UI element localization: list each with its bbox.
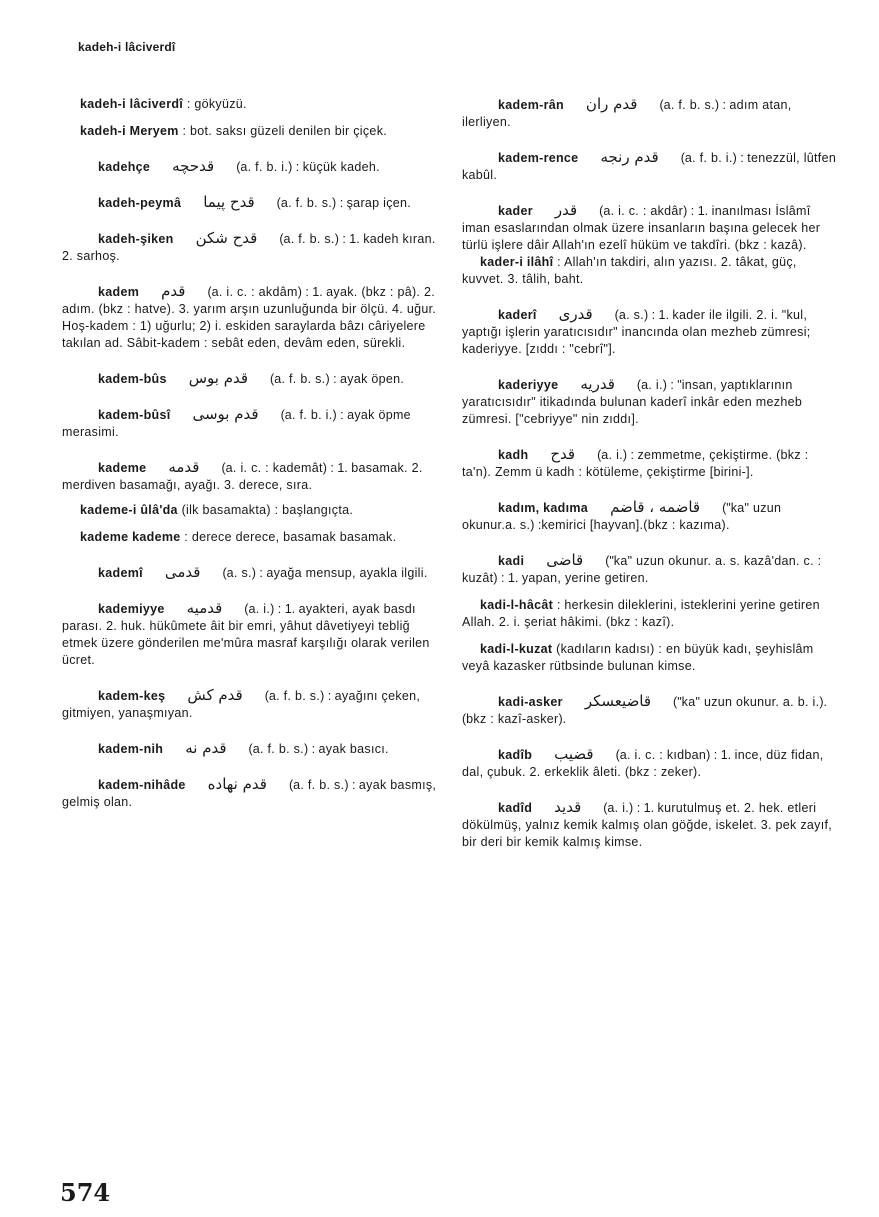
- entry-definition: (a. f. b. i.) : küçük kadeh.: [236, 160, 380, 174]
- entry-arabic-script: قدمى: [164, 563, 201, 581]
- entry-arabic-script: قدم بوس: [188, 369, 249, 387]
- entry-arabic-script: قدم نه: [185, 739, 227, 757]
- entry-headword: kadım, kadıma: [498, 501, 589, 515]
- entry-headword: kadi-l-hâcât: [480, 598, 554, 612]
- entry-arabic-script: قدم: [161, 282, 186, 300]
- entry-arabic-script: قدريه: [580, 375, 615, 393]
- dictionary-entry: [62, 406, 438, 441]
- entry-arabic-script: قدر: [554, 201, 578, 219]
- dictionary-entry: [462, 306, 838, 358]
- entry-definition: : gökyüzü.: [183, 97, 247, 111]
- entry-arabic-script: قدح: [550, 445, 576, 463]
- page-number: 574: [60, 1178, 111, 1207]
- entry-headword: kadeh-i lâciverdî: [80, 97, 184, 111]
- entry-definition: (a. f. b. s.) : ayak basıcı.: [248, 742, 389, 756]
- entry-definition: : herkesin dileklerini, isteklerini yerine getiren Allah. 2. i. şeriat hâkimi. (bkz : kazî).: [462, 598, 820, 629]
- entry-headword: kader-i ilâhî: [480, 255, 554, 269]
- dictionary-entry: [62, 370, 438, 388]
- entry-definition: (a. f. b. s.) : ayağını çeken, gitmiyen, yanaşmıyan.: [62, 689, 421, 720]
- entry-arabic-script: قدم رنجه: [600, 148, 659, 166]
- left-column: [62, 96, 438, 811]
- entry-definition: (a. f. b. s.) : adım atan, ilerliyen.: [462, 98, 792, 129]
- entry-arabic-script: قدم ران: [585, 95, 638, 113]
- dictionary-entry: [462, 96, 838, 131]
- right-column: [462, 96, 838, 851]
- entry-headword: kadem-rence: [498, 151, 579, 165]
- entry-arabic-script: قديد: [554, 798, 582, 816]
- entry-definition: (a. i.) : zemmetme, çekiştirme. (bkz : ta'n). Zemm ü kadh : kötüleme, çekiştirme [birini-].: [462, 448, 809, 479]
- entry-headword: kadi: [498, 554, 525, 568]
- entry-arabic-script: قدم كش: [187, 686, 243, 704]
- entry-definition: (kadıların kadısı) : en büyük kadı, şeyhislâm veyâ kazasker rütbsinde bulunan kimse.: [462, 642, 814, 673]
- entry-arabic-script: قدح شكن: [195, 229, 258, 247]
- entry-headword: kademe-i ûlâ'da: [80, 503, 178, 517]
- entry-headword: kadîb: [498, 748, 533, 762]
- dictionary-entry: [62, 529, 438, 546]
- entry-headword: kaderiyye: [498, 378, 559, 392]
- dictionary-entry: [462, 149, 838, 184]
- entry-arabic-script: قدحچه: [172, 157, 215, 175]
- entry-headword: kademî: [98, 566, 143, 580]
- dictionary-entry: [62, 740, 438, 758]
- dictionary-entry: [62, 230, 438, 265]
- dictionary-entry: [62, 194, 438, 212]
- dictionary-entry: [462, 693, 838, 728]
- entry-arabic-script: قدمه: [168, 458, 200, 476]
- entry-arabic-script: قاضمه ، قاضم: [610, 498, 701, 516]
- dictionary-entry: [462, 254, 838, 288]
- entry-arabic-script: قضيب: [554, 745, 594, 763]
- entry-arabic-script: قاضيعسكر: [584, 692, 652, 710]
- entry-definition: ("ka" uzun okunur.a. s.) :kemirici [hayvan].(bkz : kazıma).: [462, 501, 782, 532]
- dictionary-entry: [462, 499, 838, 534]
- entry-headword: kaderî: [498, 308, 537, 322]
- entry-headword: kadem-bûs: [98, 372, 167, 386]
- entry-arabic-script: قدم نهاده: [207, 775, 267, 793]
- dictionary-entry: [62, 687, 438, 722]
- dictionary-entry: [62, 502, 438, 519]
- entry-definition: : Allah'ın takdiri, alın yazısı. 2. tâkat, güç, kuvvet. 3. tâlih, baht.: [462, 255, 797, 286]
- entry-definition: ("ka" uzun okunur. a. b. i.). (bkz : kazî-asker).: [462, 695, 827, 726]
- dictionary-entry: [62, 564, 438, 582]
- entry-definition: (a. i.) : 1. kurutulmuş et. 2. hek. etleri dökülmüş, yalnız kemik kalmış olan göğde, iskelet. 3. pek zayıf, bir deri bir kemik kalmış kimse.: [462, 801, 833, 849]
- entry-definition: (a. i. c. : akdâr) : 1. inanılması İslâmî iman esaslarından olmak üzere insanların başına gelecek her türlü işlere dâir Allah'ın ezelî hüküm ve takdîri. (bkz : kazâ).: [462, 204, 821, 252]
- entry-headword: kadem-nih: [98, 742, 164, 756]
- dictionary-entry: [62, 158, 438, 176]
- entry-headword: kadeh-i Meryem: [80, 124, 179, 138]
- entry-definition: : bot. saksı güzeli denilen bir çiçek.: [178, 124, 388, 138]
- entry-definition: : derece derece, basamak basamak.: [180, 530, 397, 544]
- dictionary-entry: [462, 552, 838, 587]
- entry-arabic-script: قدميه: [186, 599, 223, 617]
- entry-definition: ("ka" uzun okunur. a. s. kazâ'dan. c. : kuzât) : 1. yapan, yerine getiren.: [462, 554, 822, 585]
- entry-arabic-script: قدح پيما: [203, 193, 255, 211]
- dictionary-entry: [462, 446, 838, 481]
- entry-headword: kadem-bûsî: [98, 408, 171, 422]
- entry-definition: (a. f. b. s.) : ayak öpen.: [270, 372, 405, 386]
- dictionary-entry: [462, 597, 838, 631]
- entry-arabic-script: قدم بوسى: [192, 405, 259, 423]
- entry-definition: (ilk basamakta) : başlangıçta.: [177, 503, 354, 517]
- entry-definition: (a. i. c. : kıdban) : 1. ince, düz fidan, dal, çubuk. 2. erkeklik âleti. (bkz : zeker).: [462, 748, 824, 779]
- entry-arabic-script: قدرى: [558, 305, 593, 323]
- dictionary-entry: [62, 459, 438, 494]
- dictionary-entry: [462, 799, 838, 851]
- entry-definition: (a. i.) : "insan, yaptıklarının yaratıcısıdır" itikadında bulunan kaderî inkâr eden mezheb zümresi. ["cebriyye" nin zıddı].: [462, 378, 803, 426]
- entry-definition: (a. f. b. s.) : 1. kadeh kıran. 2. sarhoş.: [62, 232, 436, 263]
- entry-definition: (a. i. c. : akdâm) : 1. ayak. (bkz : pâ). 2. adım. (bkz : hatve). 3. yarım arşın uzunluğunda bir ölçü. 4. uğur. Hoş-kadem : 1) uğurlu; 2) i. eskiden saraylarda bâzı câriyelere takılan ad. Sâbit-kadem : sebât eden, devâm eden, sürekli.: [62, 285, 437, 350]
- dictionary-entry: [462, 202, 838, 254]
- entry-headword: kadem-keş: [98, 689, 166, 703]
- dictionary-entry: [62, 600, 438, 669]
- entry-definition: (a. f. b. i.) : ayak öpme merasimi.: [62, 408, 411, 439]
- entry-definition: (a. f. b. i.) : tenezzül, lûtfen kabûl.: [462, 151, 837, 182]
- entry-headword: kadehçe: [98, 160, 151, 174]
- dictionary-entry: [62, 776, 438, 811]
- entry-headword: kadem-nihâde: [98, 778, 186, 792]
- entry-headword: kademiyye: [98, 602, 165, 616]
- entry-arabic-script: قاضى: [546, 551, 584, 569]
- entry-definition: (a. s.) : 1. kader ile ilgili. 2. i. "kul, yaptığı işlerin yaratıcısıdır" inancında olan mezheb zümresi; kaderiyye. [zıddı : "cebrî"].: [462, 308, 811, 356]
- dictionary-entry: [62, 123, 438, 140]
- dictionary-entry: [462, 746, 838, 781]
- entry-headword: kademe kademe: [80, 530, 181, 544]
- entry-definition: (a. f. b. s.) : şarap içen.: [276, 196, 412, 210]
- dictionary-entry: [62, 283, 438, 352]
- dictionary-entry: [62, 96, 438, 113]
- entry-headword: kademe: [98, 461, 147, 475]
- entry-headword: kadi-l-kuzat: [480, 642, 553, 656]
- entry-definition: (a. i.) : 1. ayakteri, ayak basdı parası. 2. huk. hükûmete âit bir emri, yâhut dâvetiyeyi tebliğ etmek üzere gönderilen me'mûra masraf karşılığı olarak verilen ücret.: [62, 602, 430, 667]
- entry-headword: kadîd: [498, 801, 533, 815]
- entry-headword: kadeh-peymâ: [98, 196, 182, 210]
- running-head: kadeh-i lâciverdî: [78, 40, 176, 54]
- entry-definition: (a. f. b. s.) : ayak basmış, gelmiş olan.: [62, 778, 437, 809]
- dictionary-entry: [462, 376, 838, 428]
- entry-definition: (a. s.) : ayağa mensup, ayakla ilgili.: [222, 566, 428, 580]
- entry-headword: kadi-asker: [498, 695, 563, 709]
- entry-headword: kadeh-şiken: [98, 232, 174, 246]
- entry-headword: kadem: [98, 285, 140, 299]
- entry-headword: kadem-rân: [498, 98, 564, 112]
- entry-definition: (a. i. c. : kademât) : 1. basamak. 2. merdiven basamağı, ayağı. 3. derece, sıra.: [62, 461, 423, 492]
- entry-headword: kader: [498, 204, 533, 218]
- entry-headword: kadh: [498, 448, 529, 462]
- dictionary-entry: [462, 641, 838, 675]
